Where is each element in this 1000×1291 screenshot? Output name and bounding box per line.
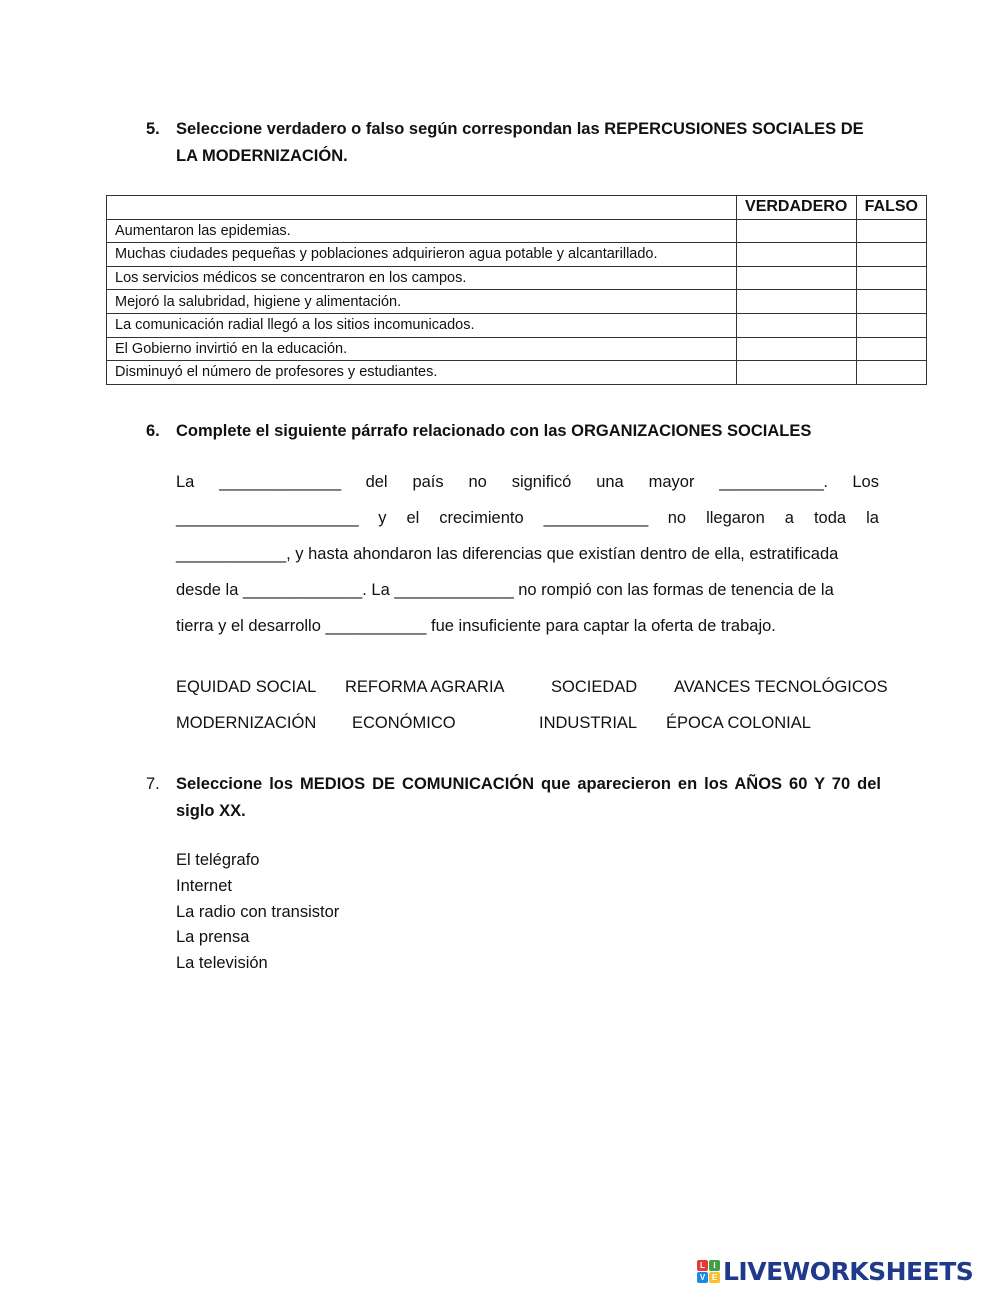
false-cell[interactable]: [856, 337, 926, 361]
word-bank: [176, 669, 888, 741]
word: toda: [813, 509, 847, 527]
word: la: [866, 509, 879, 527]
word-bank-item[interactable]: REFORMA AGRARIA: [345, 678, 505, 696]
word-bank-item[interactable]: ECONÓMICO: [352, 714, 456, 732]
fill-in-paragraph: [176, 464, 879, 644]
blank-2[interactable]: ____________.: [719, 473, 828, 491]
paragraph-line-4: desde la _____________. La _____________ no rompió con las formas de tenencia de la: [176, 581, 834, 599]
paragraph-line-2: [176, 500, 879, 536]
question-number: 6.: [146, 422, 160, 440]
word: país: [412, 473, 444, 491]
word-bank-item[interactable]: EQUIDAD SOCIAL: [176, 678, 317, 696]
word: crecimiento: [439, 509, 524, 527]
statement: Los servicios médicos se concentraron en los campos.: [107, 266, 737, 290]
false-cell[interactable]: [856, 313, 926, 337]
statement: Muchas ciudades pequeñas y poblaciones adquirieron agua potable y alcantarillado.: [107, 243, 737, 267]
word: no: [667, 509, 687, 527]
true-cell[interactable]: [736, 219, 856, 243]
table-row: [107, 337, 927, 361]
options-list: [176, 848, 339, 977]
header-blank: [107, 196, 737, 220]
word: mayor: [648, 473, 695, 491]
blank-3[interactable]: _____________________: [176, 509, 359, 527]
question-6: [146, 418, 881, 445]
option-item[interactable]: La prensa: [176, 928, 250, 947]
word-bank-item[interactable]: AVANCES TECNOLÓGICOS: [674, 678, 888, 696]
option-item[interactable]: La televisión: [176, 954, 268, 973]
false-cell[interactable]: [856, 266, 926, 290]
word-bank-item[interactable]: INDUSTRIAL: [539, 714, 638, 732]
liveworksheets-logo-icon: [697, 1260, 720, 1283]
table-row: [107, 266, 927, 290]
header-true: VERDADERO: [736, 196, 856, 220]
question-7: [146, 771, 881, 825]
logo-letter: E: [709, 1272, 720, 1283]
word: llegaron: [706, 509, 765, 527]
word-bank-item[interactable]: MODERNIZACIÓN: [176, 714, 317, 732]
false-cell[interactable]: [856, 219, 926, 243]
statement: La comunicación radial llegó a los sitios incomunicados.: [107, 313, 737, 337]
question-text: Seleccione verdadero o falso según correspondan las REPERCUSIONES SOCIALES DE LA MODERNIZACIÓN.: [176, 120, 864, 165]
table-row: [107, 361, 927, 385]
blank-4[interactable]: ____________: [543, 509, 648, 527]
statement: Mejoró la salubridad, higiene y alimentación.: [107, 290, 737, 314]
option-item[interactable]: El telégrafo: [176, 851, 260, 869]
word: del: [365, 473, 388, 491]
true-cell[interactable]: [736, 266, 856, 290]
word-bank-row: [176, 705, 879, 741]
table-row: [107, 313, 927, 337]
table-row: [107, 290, 927, 314]
word: La: [176, 473, 195, 491]
word: no: [468, 473, 487, 491]
word: y: [378, 509, 387, 527]
word: el: [406, 509, 420, 527]
true-cell[interactable]: [736, 337, 856, 361]
word: a: [784, 509, 794, 527]
word: significó: [511, 473, 572, 491]
question-text: Seleccione los MEDIOS DE COMUNICACIÓN que aparecieron en los AÑOS 60 Y 70 del siglo XX.: [176, 775, 881, 820]
question-text: Complete el siguiente párrafo relacionado con las ORGANIZACIONES SOCIALES: [176, 422, 812, 440]
header-false: FALSO: [856, 196, 926, 220]
statement: Disminuyó el número de profesores y estudiantes.: [107, 361, 737, 385]
option-item[interactable]: La radio con transistor: [176, 902, 340, 921]
word: Los: [852, 473, 879, 491]
question-number: 5.: [146, 120, 160, 138]
statement: Aumentaron las epidemias.: [107, 219, 737, 243]
word-bank-row: [176, 669, 888, 705]
paragraph-line-5: tierra y el desarrollo ___________ fue insuficiente para captar la oferta de trabajo.: [176, 617, 776, 635]
question-number: 7.: [146, 775, 160, 793]
option-item[interactable]: Internet: [176, 876, 232, 895]
false-cell[interactable]: [856, 243, 926, 267]
paragraph-line-1: [176, 464, 879, 500]
table-row: [107, 219, 927, 243]
true-false-table: [106, 195, 927, 385]
table-row: [107, 243, 927, 267]
logo-letter: L: [697, 1260, 708, 1271]
brand-name: LIVEWORKSHEETS: [723, 1256, 974, 1286]
paragraph-line-3: ____________, y hasta ahondaron las diferencias que existían dentro de ella, estratificada: [176, 545, 839, 563]
word: una: [596, 473, 624, 491]
logo-letter: V: [697, 1272, 708, 1283]
word-bank-item[interactable]: SOCIEDAD: [551, 678, 638, 696]
liveworksheets-brand: [697, 1255, 973, 1287]
blank-1[interactable]: ______________: [219, 473, 341, 491]
true-cell[interactable]: [736, 290, 856, 314]
false-cell[interactable]: [856, 361, 926, 385]
logo-letter: I: [709, 1260, 720, 1271]
table-header-row: [107, 196, 927, 220]
true-cell[interactable]: [736, 243, 856, 267]
true-cell[interactable]: [736, 361, 856, 385]
false-cell[interactable]: [856, 290, 926, 314]
word-bank-item[interactable]: ÉPOCA COLONIAL: [666, 714, 811, 732]
true-cell[interactable]: [736, 313, 856, 337]
question-5: [146, 116, 881, 170]
statement: El Gobierno invirtió en la educación.: [107, 337, 737, 361]
